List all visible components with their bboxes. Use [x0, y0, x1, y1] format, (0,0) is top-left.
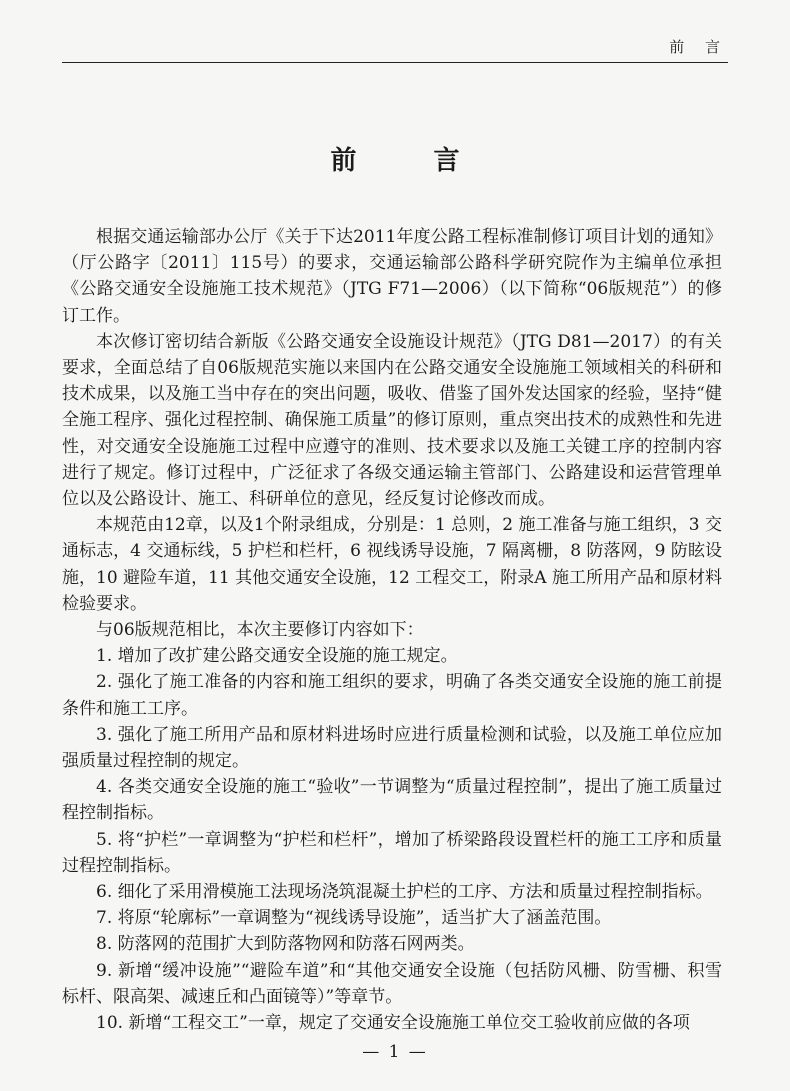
running-header: [62, 36, 728, 63]
list-item: 2. 强化了施工准备的内容和施工组织的要求，明确了各类交通安全设施的施工前提条件和施工工序。: [62, 672, 722, 719]
paragraph-structure: 本规范由12章，以及1个附录组成，分别是：1 总则，2 施工准备与施工组织，3 交通标志，4 交通标线，5 护栏和栏杆，6 视线诱导设施，7 隔离栅，8 防落网，9 防眩设施，10 避险车道，11 其他交通安全设施，12 工程交工，附录A 施工所用产品和原材料检验要求。: [62, 515, 722, 614]
paragraph-revision-basis: 本次修订密切结合新版《公路交通安全设施设计规范》（JTG D81—2017）的有关要求，全面总结了自06版规范实施以来国内在公路交通安全设施施工领域相关的科研和技术成果，以及施工当中存在的突出问题，吸收、借鉴了国外发达国家的经验，坚持“健全施工程序、强化过程控制、确保施工质量”的修订原则，重点突出技术的成熟性和先进性，对交通安全设施施工过程中应遵守的准则、技术要求以及施工关键工序的控制内容进行了规定。修订过程中，广泛征求了各级交通运输主管部门、公路建设和运营管理单位以及公路设计、施工、科研单位的意见，经反复讨论修改而成。: [62, 331, 722, 510]
list-item: 4. 各类交通安全设施的施工“验收”一节调整为“质量过程控制”，提出了施工质量过程控制指标。: [62, 777, 722, 824]
list-item: 5. 将“护栏”一章调整为“护栏和栏杆”，增加了桥梁路段设置栏杆的施工工序和质量过程控制指标。: [62, 829, 722, 876]
list-item: 9. 新增“缓冲设施”“避险车道”和“其他交通安全设施（包括防风栅、防雪栅、积雪标杆、限高架、减速丘和凸面镜等）”等章节。: [62, 960, 722, 1007]
list-item: 3. 强化了施工所用产品和原材料进场时应进行质量检测和试验，以及施工单位应加强质量过程控制的规定。: [62, 724, 722, 772]
body-text: [62, 224, 722, 1036]
page-title: 前 言: [330, 146, 494, 176]
list-item: 8. 防落网的范围扩大到防落物网和防落石网两类。: [96, 934, 475, 955]
page-number: — 1 —: [362, 1042, 428, 1062]
running-title: 前 言: [669, 38, 728, 56]
paragraph-intro: 根据交通运输部办公厅《关于下达2011年度公路工程标准制修订项目计划的通知》（厅公路字〔2011〕115号）的要求，交通运输部公路科学研究院作为主编单位承担《公路交通安全设施施工技术规范》（JTG F71—2006）（以下简称“06版规范”）的修订工作。: [62, 227, 722, 326]
list-item: 1. 增加了改扩建公路交通安全设施的施工规定。: [96, 646, 458, 667]
list-item: 7. 将原“轮廓标”一章调整为“视线诱导设施”，适当扩大了涵盖范围。: [96, 908, 612, 929]
list-item: 6. 细化了采用滑模施工法现场浇筑混凝土护栏的工序、方法和质量过程控制指标。: [96, 882, 713, 903]
list-item: 10. 新增“工程交工”一章，规定了交通安全设施施工单位交工验收前应做的各项: [96, 1013, 690, 1034]
paragraph-changes-lead: 与06版规范相比，本次主要修订内容如下：: [96, 620, 424, 641]
